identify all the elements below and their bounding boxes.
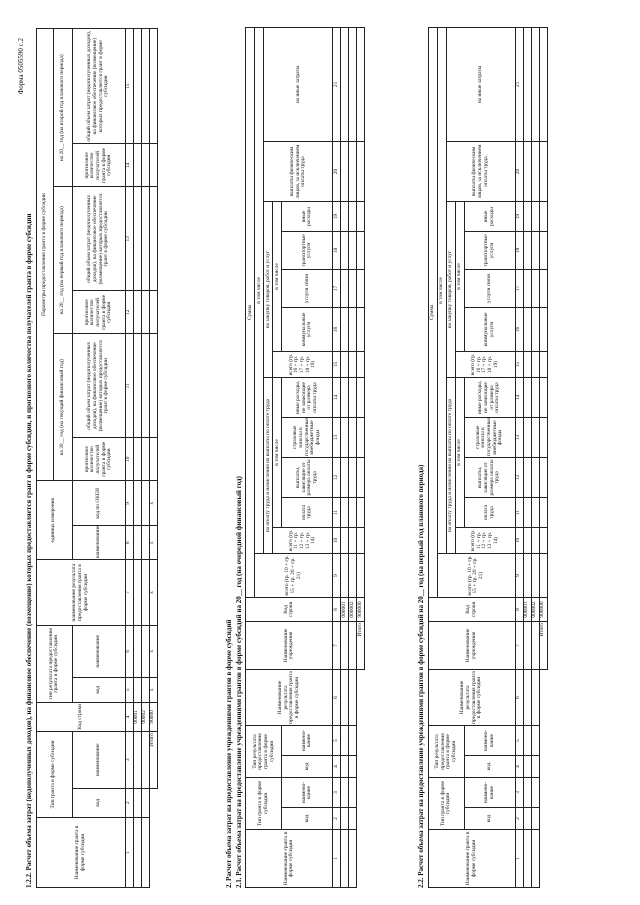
- col-num: 9: [125, 481, 133, 526]
- col-num: 15: [515, 351, 523, 377]
- h-row-code: Код строки: [246, 597, 333, 621]
- h-fin-pay: выплаты физическим лицам, за исключением оплаты труда: [264, 141, 333, 201]
- h-type-code: код: [282, 808, 333, 830]
- h-vsego-labor: всего (гр. 11 + гр. 12 + гр. 13 + гр. 14): [273, 527, 333, 553]
- h-count-3: прогнозное количество получателей гранта в форме субсидии: [72, 144, 125, 187]
- col-num: 20: [333, 141, 341, 201]
- row-code: 000001: [341, 597, 349, 621]
- section-2-1-table: [245, 27, 365, 888]
- col-num: 17: [333, 269, 341, 307]
- row-code: 000002: [531, 597, 539, 621]
- col-num: 6: [333, 669, 341, 725]
- col-num: 2: [515, 808, 523, 830]
- col-num: 2: [333, 808, 341, 830]
- h-inthat: в том числе: [437, 27, 446, 553]
- h-institution: Наименование учреждения: [428, 621, 515, 669]
- h-insurance: страховые взносы в государственные внебюджетные фонды: [282, 417, 333, 457]
- col-num: 10: [333, 527, 341, 553]
- h-year-3: на 20__ год (на второй год планового периода): [53, 29, 72, 187]
- h-row-code: Код строки: [428, 597, 515, 621]
- h-total: всего (гр. 10 + гр. 15 + гр. 20 + гр. 21): [255, 553, 333, 597]
- h-fin-pay: выплаты физическим лицам, за исключением оплаты труда: [446, 141, 515, 201]
- h-result-type: Тип результата предоставления гранта в форме субсидии: [246, 725, 282, 777]
- col-num: 9: [515, 553, 523, 597]
- total-label: Итого: [357, 621, 365, 669]
- col-num: 8: [515, 597, 523, 621]
- h-grant-type: Тип гранта в форме субсидии: [36, 732, 72, 818]
- h-type-name: наименование: [72, 732, 125, 789]
- col-num: 13: [125, 187, 133, 291]
- h-labor: на оплату труда и начисления на выплаты по оплате труда: [446, 377, 455, 553]
- col-num: 14: [515, 377, 523, 417]
- h-inthat-goods: в том числе: [455, 201, 464, 351]
- col-num: 7: [125, 560, 133, 626]
- h-comm: услуги связи: [464, 269, 515, 307]
- row-code: 00001: [133, 702, 141, 731]
- col-num: 21: [515, 27, 523, 141]
- h-utilities: коммунальные услуги: [464, 307, 515, 351]
- col-num: 4: [515, 755, 523, 777]
- col-num: 14: [125, 144, 133, 187]
- h-volume-1: общий объем затрат (недополученных доходов), на финансовое обеспечение (возмещение) которых предоставляется грант в форме субсидии: [72, 334, 125, 438]
- col-num: 11: [515, 497, 523, 527]
- h-other-cost: на иные затраты: [264, 27, 333, 141]
- h-type-name: наимено-вание: [282, 777, 333, 807]
- section-1-2-table: [36, 28, 158, 888]
- h-goods: на закупку товаров, работ и услуг: [264, 201, 273, 377]
- table-row: [141, 29, 149, 888]
- h-result-code: код: [282, 755, 333, 777]
- table-row: [133, 29, 141, 888]
- section-2-1-block: [226, 28, 365, 888]
- h-transport: транспортные услуги: [464, 231, 515, 269]
- h-result-naim: наименование: [72, 625, 125, 677]
- section-2-1-title: 2.1. Расчет объема затрат на предоставление учреждениями грантов в форме субсидий на 20__ год (на очередной финансовый год): [234, 476, 243, 888]
- col-num: 13: [333, 417, 341, 457]
- column-numbers-row: [515, 27, 523, 887]
- h-count-2: прогнозное количество получателей гранта в форме субсидии: [72, 291, 125, 334]
- table-row: [341, 27, 349, 887]
- col-num: 4: [333, 755, 341, 777]
- col-num: 13: [515, 417, 523, 457]
- col-num: 8: [125, 526, 133, 560]
- h-grant-type: Тип гранта в форме субсидии: [428, 777, 464, 829]
- h-vsego-labor: всего (гр. 11 + гр. 12 + гр. 13 + гр. 14): [455, 527, 515, 553]
- h-transport: транспортные услуги: [282, 231, 333, 269]
- col-num: 10: [125, 438, 133, 481]
- x-mark: x: [149, 625, 157, 677]
- h-result-code: код: [464, 755, 515, 777]
- section-1-2-block: [26, 28, 158, 888]
- h-insurance: страховые взносы в государственные внебюджетные фонды: [464, 417, 515, 457]
- h-volume-3: общий объем затрат (недополученных доходов), на финансовое обеспечение (возмещение) которых предоставляется грант в форме субсидии: [72, 29, 125, 144]
- h-other-exp: иные расходы: [464, 201, 515, 231]
- h-year-1: на 20__ год (на текущий финансовый год): [53, 334, 72, 481]
- h-pay-not: выплаты, зависящие от размера оплаты труда: [464, 457, 515, 497]
- h-type-name: наимено-вание: [464, 777, 515, 807]
- col-num: 6: [515, 669, 523, 725]
- table-row: [531, 27, 539, 887]
- column-numbers-row: [333, 27, 341, 887]
- total-code: 90000: [149, 702, 157, 731]
- h-labor: на оплату труда и начисления на выплаты по оплате труда: [264, 377, 273, 553]
- section-2-2-table: [428, 27, 548, 888]
- h-comm: услуги связи: [282, 269, 333, 307]
- h-other-pay: иные расходы, не зависящие от размера оплаты труда: [464, 377, 515, 417]
- h-pay-not: выплаты, зависящие от размера оплаты труда: [282, 457, 333, 497]
- h-vsego-goods: всего (гр. 16 + гр. 17 + гр. 18 + гр. 19): [273, 351, 333, 377]
- col-num: 14: [333, 377, 341, 417]
- column-numbers-row: [125, 29, 133, 888]
- h-row-code: Код строки: [36, 702, 125, 731]
- h-total: всего (гр. 10 + гр. 15 + гр. 20 + гр. 21): [437, 553, 515, 597]
- col-num: 15: [125, 29, 133, 144]
- table-row: [349, 27, 357, 887]
- col-num: 19: [333, 201, 341, 231]
- col-num: 1: [333, 830, 341, 888]
- rotated-form-sheet: [18, 28, 618, 888]
- col-num: 15: [333, 351, 341, 377]
- col-num: 3: [125, 732, 133, 789]
- section-2-2-block: [418, 28, 548, 888]
- row-code: 00002: [141, 702, 149, 731]
- col-num: 11: [125, 334, 133, 438]
- x-mark: x: [149, 560, 157, 626]
- h-result-name: наименование результата предоставления гранта в форме субсидии: [36, 560, 125, 626]
- h-grant-type: Тип гранта в форме субсидии: [246, 777, 282, 829]
- col-num: 16: [515, 307, 523, 351]
- col-num: 9: [333, 553, 341, 597]
- h-params: Параметры предоставления гранта в форме субсидии: [36, 29, 53, 481]
- col-num: 4: [125, 702, 133, 731]
- h-result-name: Наименование результата предоставления гранта в форме субсидии: [428, 669, 515, 725]
- h-inthat-goods: в том числе: [273, 201, 282, 351]
- h-sums: Сумма: [246, 27, 255, 597]
- h-grant-name: Наименование гранта в форме субсидии: [246, 830, 333, 888]
- h-result-naim: наимено-вание: [282, 725, 333, 755]
- h-result-type: тип результата предоставления гранта в форме субсидии: [36, 625, 72, 702]
- col-num: 18: [333, 231, 341, 269]
- total-row: [357, 27, 365, 887]
- col-num: 11: [333, 497, 341, 527]
- table-row: [523, 27, 531, 887]
- h-unit: единица измерения: [36, 481, 72, 560]
- x-mark: x: [149, 677, 157, 702]
- total-row: [149, 29, 157, 888]
- total-row: [539, 27, 547, 887]
- h-result-naim: наимено-вание: [464, 725, 515, 755]
- form-code: Форма 0505590 с.2: [17, 38, 25, 95]
- col-num: 6: [125, 625, 133, 677]
- col-num: 1: [515, 830, 523, 888]
- col-num: 7: [333, 621, 341, 669]
- col-num: 17: [515, 269, 523, 307]
- h-inthat: в том числе: [255, 27, 264, 553]
- x-mark: x: [149, 481, 157, 526]
- col-num: 1: [125, 817, 133, 887]
- h-unit-name: наименование: [72, 526, 125, 560]
- section-2-2-title: 2.2. Расчет объема затрат на предоставление учреждениями грантов в форме субсидий на 20__ год (на первый год планового периода): [417, 464, 425, 888]
- x-mark: x: [149, 526, 157, 560]
- col-num: 2: [125, 788, 133, 817]
- h-count-1: прогнозное количество получателей гранта в форме субсидии: [72, 438, 125, 481]
- h-type-code: код: [464, 808, 515, 830]
- col-num: 5: [515, 725, 523, 755]
- row-code: 000002: [349, 597, 357, 621]
- col-num: 12: [515, 457, 523, 497]
- h-salary: оплата труда: [282, 497, 333, 527]
- h-other-exp: иные расходы: [282, 201, 333, 231]
- col-num: 5: [125, 677, 133, 702]
- h-utilities: коммунальные услуги: [282, 307, 333, 351]
- total-code: 900000: [357, 597, 365, 621]
- h-year-2: на 20__ год (на первый год планового периода): [53, 187, 72, 334]
- h-type-code: код: [72, 788, 125, 817]
- section-2-heading: 2. Расчет объема затрат на предоставление учреждениями грантов в форме субсидий: [225, 619, 233, 888]
- col-num: 8: [333, 597, 341, 621]
- h-salary: оплата труда: [464, 497, 515, 527]
- col-num: 10: [515, 527, 523, 553]
- col-num: 5: [333, 725, 341, 755]
- h-other-pay: иные расходы, не зависящие от размера оплаты труда: [282, 377, 333, 417]
- h-result-type: Тип результата предоставления гранта в форме субсидии: [428, 725, 464, 777]
- row-code: 000001: [523, 597, 531, 621]
- h-institution: Наименование учреждения: [246, 621, 333, 669]
- h-other-cost: на иные затраты: [446, 27, 515, 141]
- col-num: 18: [515, 231, 523, 269]
- h-okei: код по ОКЕИ: [72, 481, 125, 526]
- col-num: 3: [333, 777, 341, 807]
- col-num: 19: [515, 201, 523, 231]
- h-grant-name: Наименование гранта в форме субсидии: [36, 817, 125, 887]
- h-volume-2: общий объем затрат (недополученных доходов), на финансовое обеспечение (возмещение) которых предоставляется грант в форме субсидии: [72, 187, 125, 291]
- col-num: 12: [333, 457, 341, 497]
- h-result-code: код: [72, 677, 125, 702]
- col-num: 20: [515, 141, 523, 201]
- col-num: 21: [333, 27, 341, 141]
- h-vsego-goods: всего (гр. 16 + гр. 17 + гр. 18 + гр. 19): [455, 351, 515, 377]
- h-goods: на закупку товаров, работ и услуг: [446, 201, 455, 377]
- total-label: Итого: [149, 732, 157, 789]
- h-inthat-labor: в том числе: [455, 377, 464, 527]
- h-grant-name: Наименование гранта в форме субсидии: [428, 830, 515, 888]
- h-inthat-labor: в том числе: [273, 377, 282, 527]
- h-sums: Сумма: [428, 27, 437, 597]
- total-label: Итого: [539, 621, 547, 669]
- col-num: 12: [125, 291, 133, 334]
- total-code: 900000: [539, 597, 547, 621]
- h-result-name: Наименование результата предоставления гранта в форме субсидии: [246, 669, 333, 725]
- col-num: 7: [515, 621, 523, 669]
- col-num: 16: [333, 307, 341, 351]
- section-1-2-title: 1.2.2. Расчет объема затрат (недополученных доходов), на финансовое обеспечение (возмещение) которых предоставляется грант в форме субсидии, и прогнозного количества получателей гранта в форме субсидии: [25, 213, 33, 888]
- col-num: 3: [515, 777, 523, 807]
